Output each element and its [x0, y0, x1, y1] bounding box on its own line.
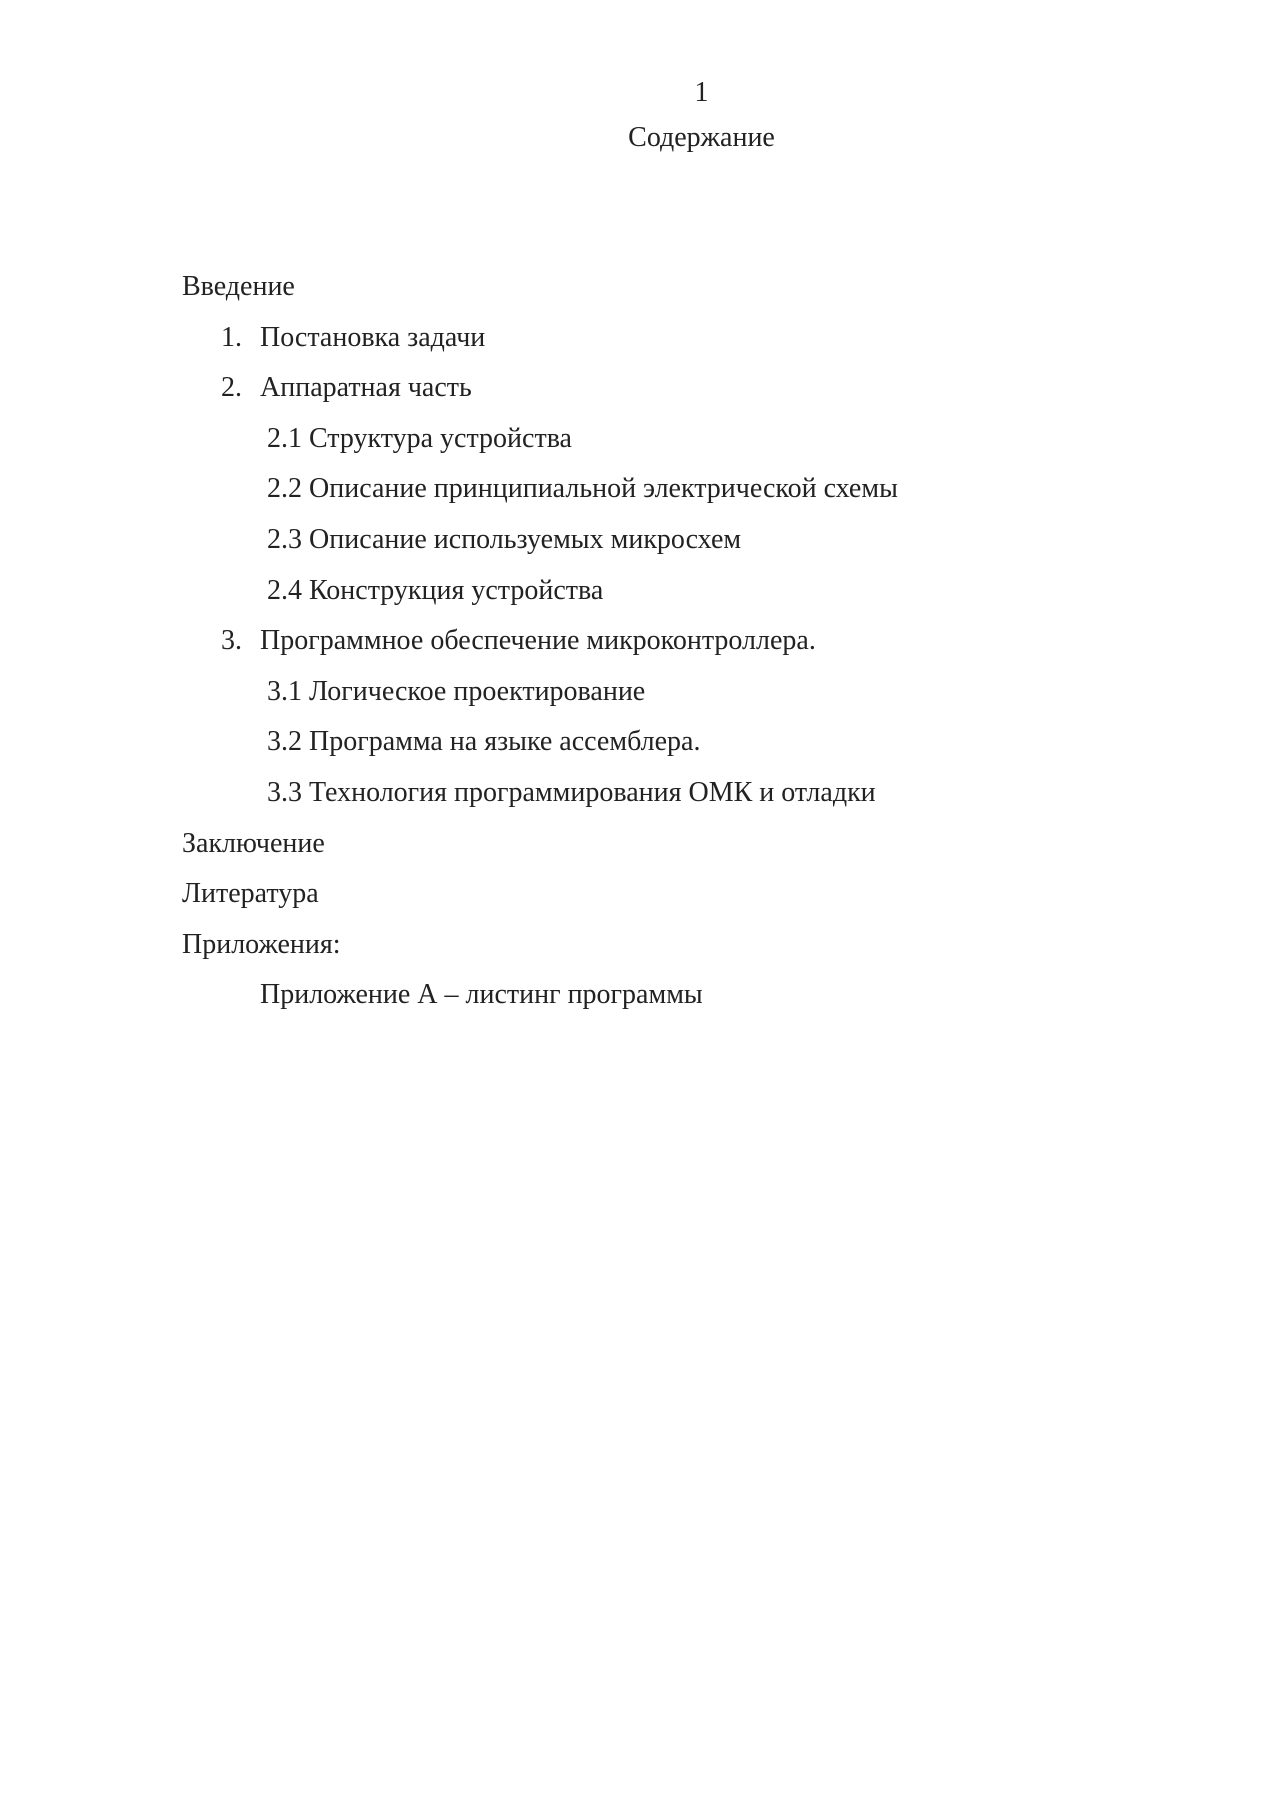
toc-item-text: 3.3 Технология программирования ОМК и отладки — [267, 776, 876, 808]
toc-item-2-1 — [182, 422, 1182, 473]
toc-item-text: 2.4 Конструкция устройства — [267, 574, 604, 606]
toc-item-text: 3.1 Логическое проектирование — [267, 675, 646, 707]
toc-item-3-3 — [182, 776, 1182, 827]
toc-item-text: 2.2 Описание принципиальной электрической схемы — [267, 473, 898, 505]
toc-item-appendix-a — [182, 978, 1182, 1029]
toc-item-appendices — [182, 928, 1182, 979]
toc-item-number: 1. — [221, 321, 242, 353]
toc-item-introduction — [182, 270, 1182, 321]
toc-item-number: 2. — [221, 372, 242, 404]
toc-item-3-2 — [182, 725, 1182, 776]
toc-item-text: Приложения: — [182, 928, 341, 960]
page-number: 1 — [694, 77, 709, 108]
toc-item-text: 2.3 Описание используемых микросхем — [267, 523, 742, 555]
toc-item-2 — [182, 371, 1182, 422]
toc-item-2-3 — [182, 523, 1182, 574]
toc-item-text: Введение — [182, 271, 295, 302]
toc-item-conclusion — [182, 827, 1182, 878]
toc-item-text: Приложение А – листинг программы — [260, 979, 703, 1011]
toc-item-2-2 — [182, 472, 1182, 523]
toc-item-literature — [182, 877, 1182, 928]
table-of-contents — [182, 270, 1182, 1029]
toc-item-text: Литература — [182, 878, 319, 910]
toc-item-number: 3. — [221, 625, 242, 657]
toc-item-2-4 — [182, 574, 1182, 625]
toc-item-text: Заключение — [182, 827, 325, 859]
toc-item-3-1 — [182, 675, 1182, 726]
toc-item-text: Постановка задачи — [260, 321, 486, 353]
toc-item-text: 3.2 Программа на языке ассемблера. — [267, 726, 701, 758]
toc-item-1 — [182, 321, 1182, 372]
toc-item-text: 2.1 Структура устройства — [267, 422, 572, 454]
toc-item-text: Программное обеспечение микроконтроллера. — [260, 625, 816, 657]
page-title: Содержание — [628, 122, 775, 153]
toc-item-3 — [182, 624, 1182, 675]
toc-item-text: Аппаратная часть — [260, 372, 472, 404]
